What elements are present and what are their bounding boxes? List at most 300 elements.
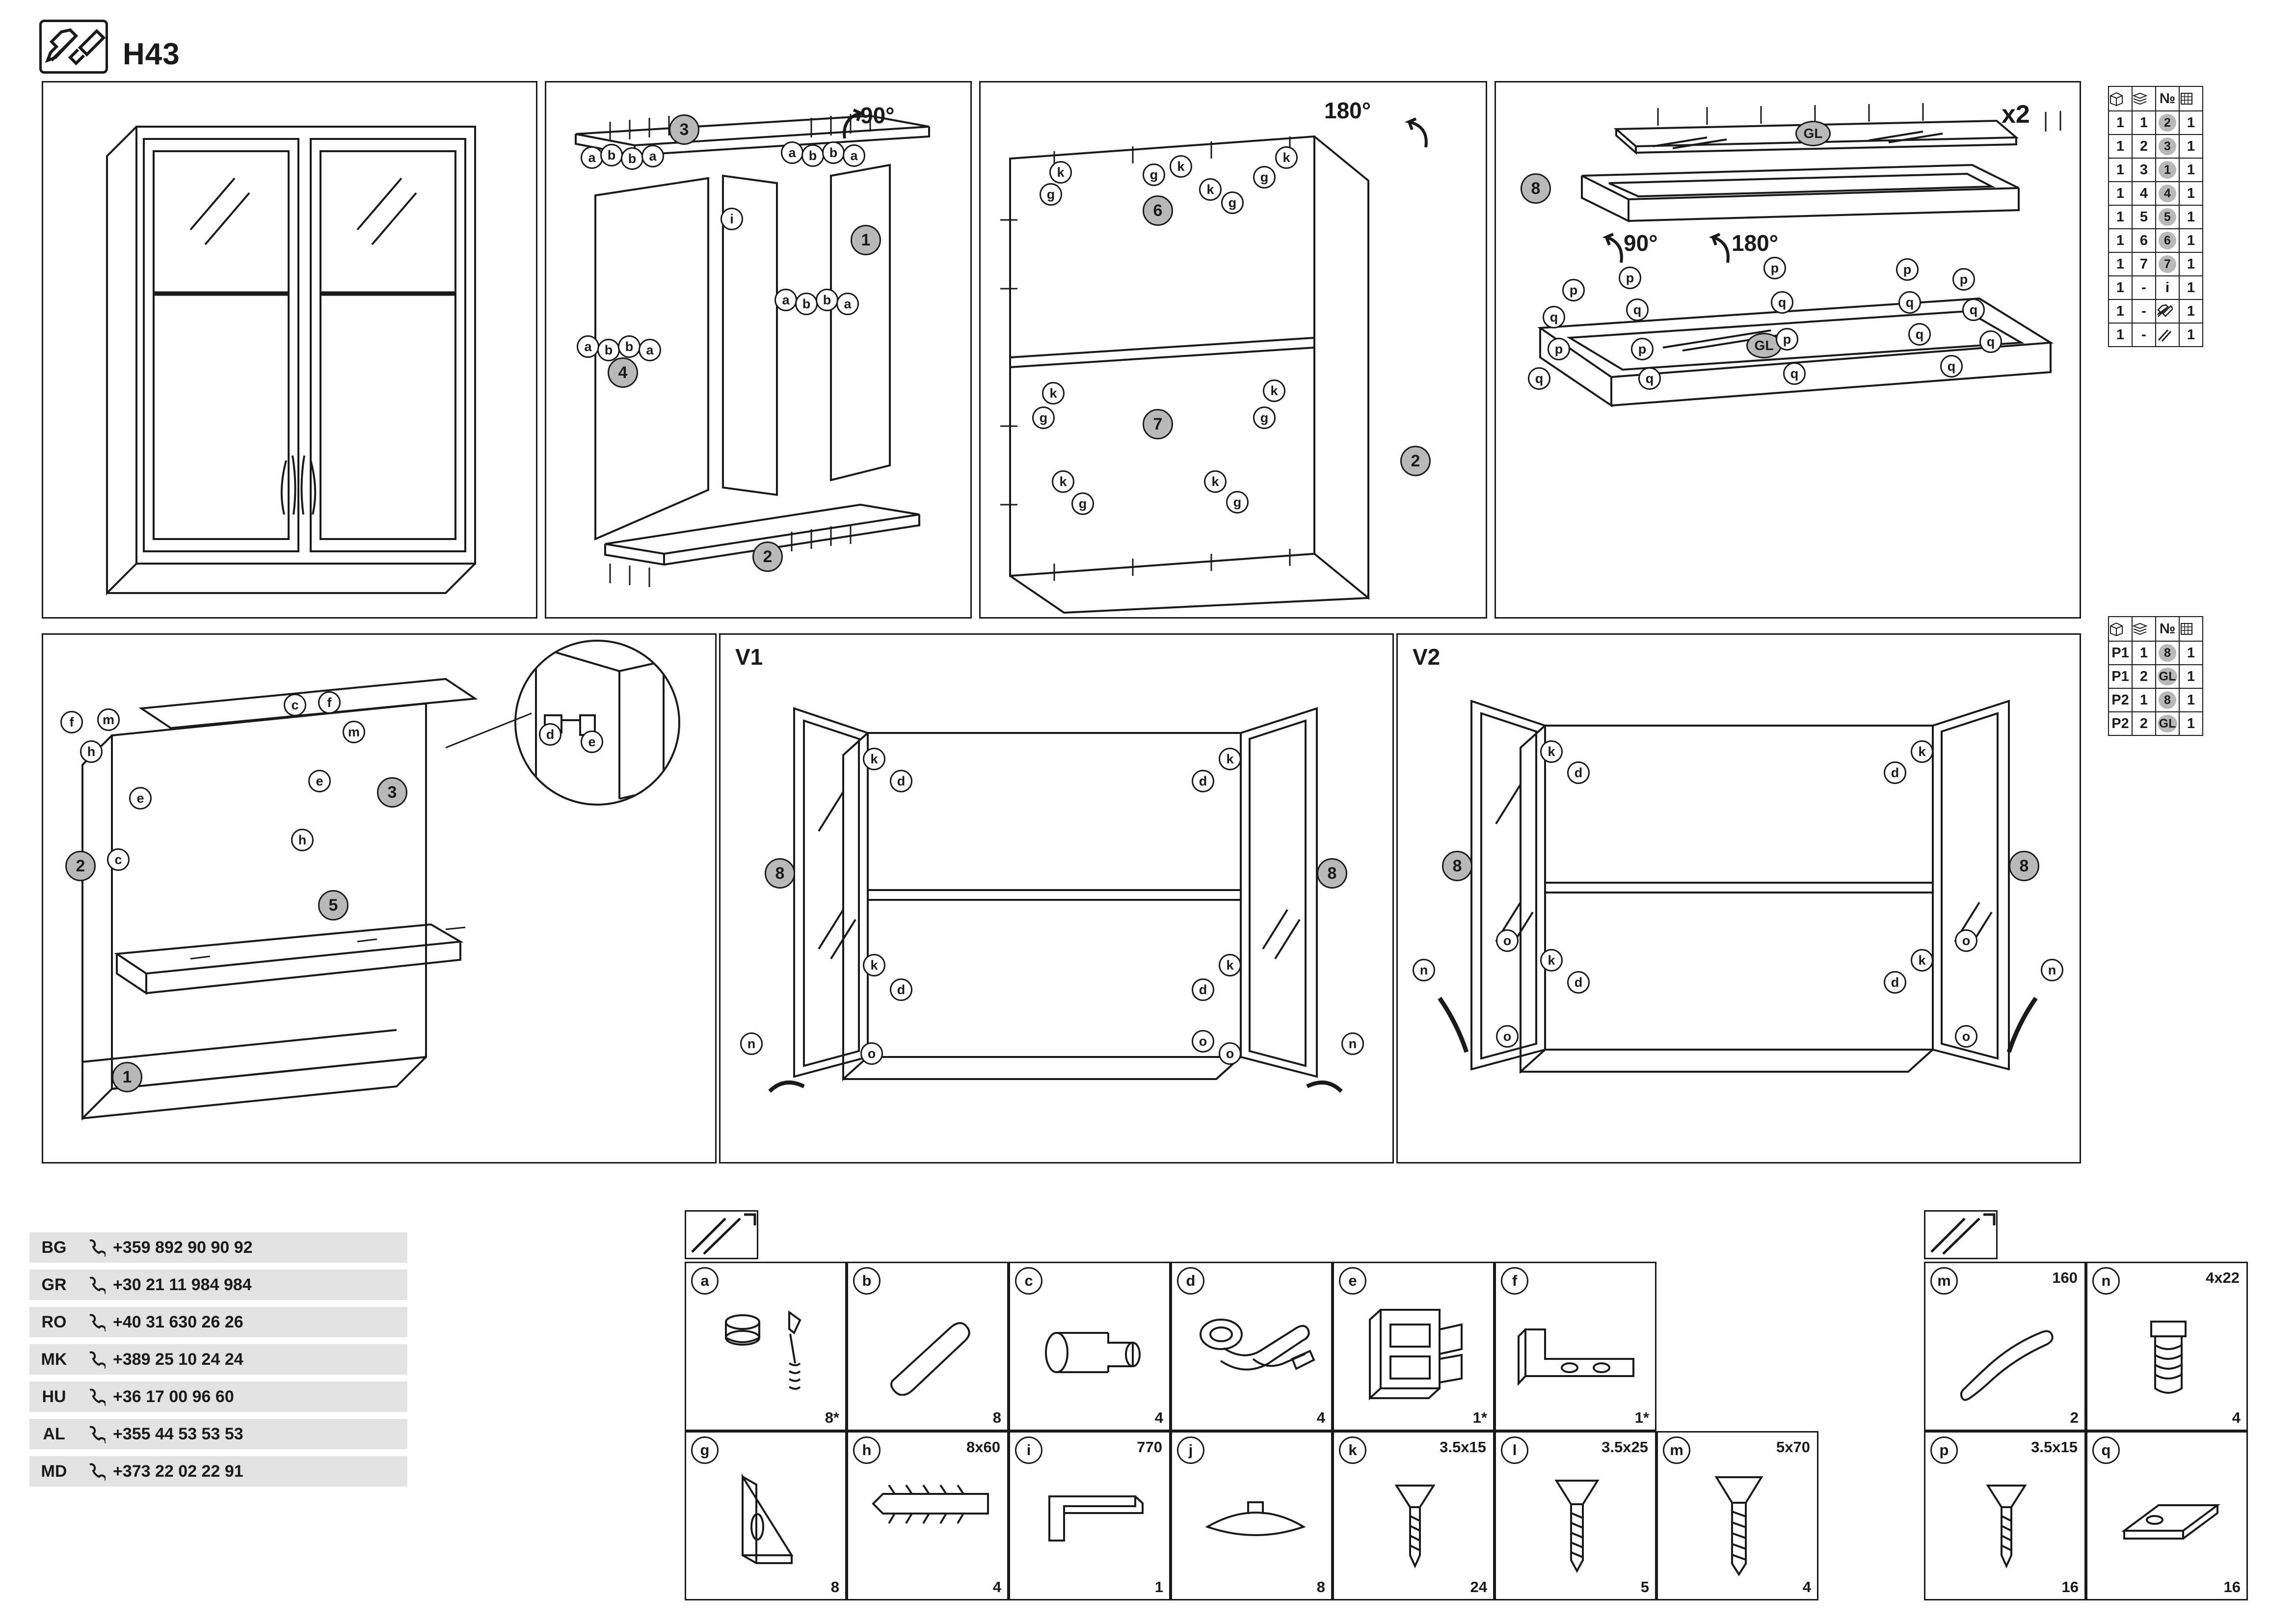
fitting-b: b <box>801 144 824 167</box>
fitting-a: a <box>639 339 661 361</box>
screws-icon <box>2156 323 2179 347</box>
hardware-letter: j <box>1177 1436 1204 1464</box>
cell-box: P2 <box>2109 712 2132 735</box>
country-code: RO <box>41 1312 67 1331</box>
cell-box: 1 <box>2109 229 2132 252</box>
phone-number: +30 21 11 984 984 <box>113 1275 252 1294</box>
glass-clip-icon <box>2114 1496 2227 1565</box>
cell-box: 1 <box>2109 205 2132 229</box>
number-symbol: № <box>2156 617 2179 641</box>
cell-num <box>2156 641 2179 665</box>
cell-qty: 1 <box>2179 158 2203 182</box>
table-row <box>2109 135 2203 158</box>
hardware-qty: 4 <box>992 1578 1001 1596</box>
detail-zoom-circle <box>514 640 680 806</box>
fitting-b: b <box>600 144 623 166</box>
fitting-d: d <box>1884 971 1906 994</box>
fitting-e: e <box>308 770 331 792</box>
tools-icon <box>39 20 108 74</box>
table-row <box>2109 205 2203 229</box>
part-number: 8 <box>2159 691 2176 709</box>
cell-qty: 1 <box>2179 135 2203 158</box>
box-icon <box>2109 617 2132 641</box>
multiplier-label: x2 <box>2002 100 2030 129</box>
hardware-cell-h <box>847 1431 1009 1600</box>
part-number: 1 <box>2159 161 2176 179</box>
fitting-d: d <box>1192 770 1214 792</box>
fitting-q: q <box>1638 367 1661 390</box>
table-row <box>2109 641 2203 665</box>
cell-stack: 5 <box>2132 205 2156 229</box>
fitting-k: k <box>1911 740 1933 763</box>
bom-main-table <box>2108 86 2203 347</box>
hardware-qty: 1* <box>1472 1409 1487 1426</box>
screws-icon-box-1 <box>685 1210 758 1259</box>
table-row <box>2109 323 2203 347</box>
hardware-cell-k <box>1333 1431 1495 1600</box>
hardware-cell-l <box>1495 1431 1656 1600</box>
hardware-qty: 24 <box>1470 1578 1487 1596</box>
panel-variant-v2 <box>1396 633 2081 1164</box>
fitting-a: a <box>641 145 664 167</box>
cell-qty: 1 <box>2179 276 2203 299</box>
fitting-k: g <box>1071 492 1094 515</box>
fitting-n: n <box>1413 959 1435 981</box>
wall-bracket-icon <box>1361 1300 1474 1403</box>
hardware-qty: 8 <box>1316 1578 1325 1596</box>
cell-qty: 1 <box>2179 205 2203 229</box>
hardware-letter: m <box>1930 1267 1958 1295</box>
panel-finished-cabinet <box>42 81 537 619</box>
hardware-qty: 8* <box>825 1409 839 1426</box>
fitting-k: k <box>1042 382 1065 405</box>
fitting-p: p <box>1763 257 1786 279</box>
hardware-letter: c <box>1015 1267 1042 1295</box>
screw-icon <box>1709 1469 1776 1580</box>
cell-qty: 1 <box>2179 299 2203 323</box>
part-number-2: 2 <box>65 851 96 881</box>
hardware-letter: d <box>1177 1267 1204 1295</box>
fitting-k: k <box>1275 146 1298 169</box>
hardware-cell-i <box>1009 1431 1171 1600</box>
hardware-cell-c <box>1009 1262 1171 1431</box>
cell-stack: - <box>2132 299 2156 323</box>
hardware-dim: 160 <box>2052 1269 2078 1286</box>
table-row <box>2109 182 2203 205</box>
hardware-letter: f <box>1501 1267 1528 1295</box>
cell-qty: 1 <box>2179 252 2203 276</box>
cell-qty: 1 <box>2179 111 2203 135</box>
part-number-8: 8 <box>1521 173 1551 204</box>
part-number: 3 <box>2159 137 2176 155</box>
cell-num <box>2156 665 2179 688</box>
hardware-cell-m2 <box>1924 1262 2086 1431</box>
part-number: GL <box>2158 668 2177 685</box>
hardware-dim: 3.5x15 <box>1440 1438 1486 1456</box>
hardware-letter: m <box>1663 1436 1690 1464</box>
hardware-cell-m <box>1656 1431 1818 1600</box>
fitting-n: n <box>2041 959 2063 981</box>
fitting-o: o <box>1192 1030 1214 1053</box>
wood-dowel-icon <box>878 1312 986 1396</box>
part-number-8: 8 <box>1317 858 1347 889</box>
fitting-a: a <box>836 293 859 315</box>
fitting-g: k <box>1052 470 1074 493</box>
cell-box: P2 <box>2109 688 2132 712</box>
fitting-q: q <box>1979 330 2002 353</box>
part-number-6: 6 <box>1143 195 1173 226</box>
bom-header-row <box>2109 86 2203 111</box>
fitting-h: m <box>343 721 365 743</box>
hardware-dim: 3.5x15 <box>2031 1438 2078 1456</box>
cell-num <box>2156 229 2179 252</box>
fitting-q: q <box>1898 291 1921 314</box>
panel-variant-v1 <box>719 633 1394 1164</box>
part-number-4: 4 <box>608 357 638 388</box>
fitting-p: q <box>1908 323 1931 346</box>
fitting-p: p <box>1896 258 1919 281</box>
cell-num: i <box>2156 276 2179 299</box>
table-row <box>2109 276 2203 299</box>
table-row <box>2109 252 2203 276</box>
fitting-d: d <box>1884 761 1906 784</box>
fitting-p: p <box>1631 338 1654 360</box>
fitting-f: c <box>284 694 306 716</box>
hardware-cell-q <box>2086 1431 2248 1600</box>
fitting-o: o <box>1496 1025 1519 1048</box>
country-code: HU <box>42 1387 66 1406</box>
phone-icon <box>79 1275 113 1295</box>
fitting-g: k <box>1204 470 1227 493</box>
list-item <box>29 1456 407 1487</box>
panel-step-shelf-wallmount <box>42 633 717 1164</box>
fitting-o: o <box>860 1042 883 1065</box>
list-item <box>29 1381 407 1412</box>
fitting-d: d <box>890 770 912 792</box>
cell-stack: 3 <box>2132 158 2156 182</box>
hardware-cell-b <box>847 1262 1009 1431</box>
fitting-b: b <box>618 335 641 358</box>
hardware-letter: n <box>2092 1267 2120 1295</box>
phone-icon <box>79 1350 113 1369</box>
hardware-letter: h <box>853 1436 881 1464</box>
cam-bolt-icon <box>716 1302 819 1401</box>
hardware-qty: 16 <box>2061 1578 2079 1596</box>
fitting-c: c <box>107 848 130 871</box>
hardware-dim: 4x22 <box>2206 1269 2240 1286</box>
table-row <box>2109 688 2203 712</box>
cell-box: 1 <box>2109 111 2132 135</box>
stack-icon <box>2132 617 2156 641</box>
hardware-dim: 8x60 <box>966 1438 1000 1456</box>
fitting-e: e <box>581 731 603 753</box>
cell-stack: 7 <box>2132 252 2156 276</box>
screw-icon <box>1977 1477 2043 1572</box>
part-number-2: 2 <box>1400 446 1431 476</box>
fitting-k: k <box>1263 379 1285 402</box>
cell-stack: 4 <box>2132 182 2156 205</box>
hardware-dim: 5x70 <box>1776 1438 1810 1456</box>
cell-stack: 1 <box>2132 688 2156 712</box>
part-number-1: 1 <box>112 1062 142 1092</box>
hardware-cell-g <box>685 1431 847 1600</box>
fitting-k: k <box>1540 949 1563 972</box>
fitting-o: o <box>1496 929 1519 952</box>
hardware-cell-e <box>1333 1262 1495 1431</box>
fitting-g: g <box>1253 166 1276 189</box>
fitting-k: k <box>1049 161 1072 184</box>
fitting-k: k <box>863 748 885 770</box>
cell-box: 1 <box>2109 135 2132 158</box>
fitting-q: q <box>1528 367 1550 390</box>
hardware-qty: 8 <box>992 1409 1001 1426</box>
cell-box: 1 <box>2109 299 2132 323</box>
fitting-q: q <box>1962 298 1985 321</box>
fitting-p: p <box>1776 328 1798 351</box>
hardware-letter: l <box>1501 1436 1528 1464</box>
country-code: MK <box>41 1350 67 1369</box>
cell-stack: 1 <box>2132 111 2156 135</box>
country-code: BG <box>41 1238 67 1257</box>
bom-header-row <box>2109 617 2203 641</box>
list-item <box>29 1270 407 1300</box>
hanging-rail-icon <box>1516 1315 1643 1393</box>
part-number: GL <box>2158 715 2177 732</box>
part-number-7: 7 <box>1143 409 1173 439</box>
cell-stack: - <box>2132 323 2156 347</box>
cell-qty: 1 <box>2179 182 2203 205</box>
fitting-f: f <box>60 711 83 733</box>
cell-qty: 1 <box>2179 688 2203 712</box>
part-number-3: 3 <box>377 777 407 808</box>
fitting-o: o <box>1219 1042 1241 1065</box>
part-number: 4 <box>2159 185 2176 202</box>
glass-part-label: GL <box>1746 333 1782 358</box>
handle-icon <box>1952 1320 2065 1406</box>
fitting-p: p <box>1562 279 1585 301</box>
part-number-8: 8 <box>1442 851 1472 881</box>
screw-icon <box>1548 1472 1614 1577</box>
panel-step-carcass: 90° 1 2 3 4 a b b a a b b a i a b b a a b b a <box>545 81 972 619</box>
hardware-letter: q <box>2092 1436 2120 1464</box>
hardware-qty: 1 <box>1154 1578 1163 1596</box>
tools-icon <box>2156 299 2179 323</box>
fitting-m: f <box>318 691 341 714</box>
cell-box: P1 <box>2109 641 2132 665</box>
cell-qty: 1 <box>2179 641 2203 665</box>
hinge-icon <box>1194 1305 1317 1401</box>
panel-step-glass-door: x2 GL GL 8 90° 180° p p p p p q q q q q p p p q q q q q q <box>1495 81 2081 619</box>
phone-icon <box>79 1424 113 1444</box>
hardware-qty: 4 <box>1316 1409 1325 1426</box>
table-row <box>2109 158 2203 182</box>
part-number-1: 1 <box>851 225 881 255</box>
fitting-q: q <box>1626 298 1649 321</box>
phone-number: +389 25 10 24 24 <box>113 1350 243 1369</box>
fitting-q: q <box>1543 306 1565 328</box>
page-title: H43 <box>123 37 180 71</box>
fitting-a: a <box>774 289 797 311</box>
country-code: MD <box>41 1462 67 1481</box>
shelf-pin-icon <box>1035 1317 1148 1396</box>
fitting-p: p <box>1619 267 1641 289</box>
fitting-o: o <box>1955 929 1977 952</box>
phone-icon <box>79 1387 113 1407</box>
hardware-letter: g <box>691 1436 719 1464</box>
table-row <box>2109 229 2203 252</box>
hardware-dim: 3.5x25 <box>1602 1438 1648 1456</box>
hardware-letter: a <box>691 1267 719 1295</box>
country-code: AL <box>43 1424 65 1443</box>
list-item <box>29 1307 407 1337</box>
part-number-8: 8 <box>765 858 795 889</box>
hardware-cell-j <box>1171 1431 1333 1600</box>
fitting-c: h <box>291 829 314 851</box>
cell-box: 1 <box>2109 252 2132 276</box>
fitting-a: a <box>577 335 599 358</box>
table-row <box>2109 111 2203 135</box>
hardware-qty: 16 <box>2223 1578 2241 1596</box>
support-phone-list <box>29 1232 407 1493</box>
fitting-k: k <box>863 954 885 976</box>
cell-num <box>2156 182 2179 205</box>
fitting-b: b <box>816 289 838 311</box>
cell-num <box>2156 252 2179 276</box>
part-number-2: 2 <box>752 541 783 572</box>
cell-box: P1 <box>2109 665 2132 688</box>
fitting-n: n <box>740 1032 763 1055</box>
fitting-k: k <box>1911 949 1933 972</box>
wall-plug-icon <box>865 1484 995 1565</box>
fitting-o: o <box>1955 1025 1977 1048</box>
fitting-d: d <box>1567 761 1590 784</box>
fitting-g: g <box>1221 191 1244 214</box>
hardware-qty: 4 <box>1154 1409 1163 1426</box>
variant-label-v1: V1 <box>735 644 763 670</box>
fitting-k: k <box>1199 178 1222 201</box>
fitting-e: e <box>129 787 152 810</box>
cell-stack: 1 <box>2132 641 2156 665</box>
cover-cap-icon <box>1201 1496 1309 1555</box>
hardware-qty: 8 <box>830 1578 839 1596</box>
cell-num <box>2156 158 2179 182</box>
fitting-d: d <box>1567 971 1590 994</box>
fitting-k: g <box>1226 491 1249 514</box>
cell-num <box>2156 205 2179 229</box>
cell-qty: 1 <box>2179 229 2203 252</box>
fitting-k: k <box>1219 954 1241 976</box>
fitting-b: b <box>822 141 845 164</box>
hardware-letter: b <box>853 1267 881 1295</box>
cell-stack: 2 <box>2132 135 2156 158</box>
fitting-n: n <box>1341 1032 1364 1055</box>
bolt-icon <box>2136 1315 2210 1406</box>
box-icon <box>2109 86 2132 111</box>
cell-box: 1 <box>2109 276 2132 299</box>
fitting-k: k <box>1219 748 1241 770</box>
list-item <box>29 1419 407 1449</box>
bom-doors-table <box>2108 616 2203 736</box>
hardware-cell-a <box>685 1262 847 1431</box>
hardware-qty: 5 <box>1640 1578 1649 1596</box>
hardware-dim: 770 <box>1137 1438 1162 1456</box>
fitting-m: m <box>97 708 120 731</box>
phone-icon <box>79 1312 113 1332</box>
hardware-qty: 2 <box>2070 1409 2079 1426</box>
phone-number: +36 17 00 96 60 <box>113 1387 234 1406</box>
cell-num <box>2156 111 2179 135</box>
hardware-qty: 1* <box>1634 1409 1649 1426</box>
fitting-q: q <box>1783 362 1806 385</box>
fitting-k: k <box>1540 740 1563 763</box>
cell-box: 1 <box>2109 158 2132 182</box>
part-number: 2 <box>2159 114 2176 132</box>
table-row <box>2109 665 2203 688</box>
hardware-letter: e <box>1339 1267 1366 1295</box>
phone-icon <box>79 1238 113 1257</box>
panel-step-backpanel: 180° 6 7 2 k g k g k g k g k g k g k g k g <box>979 81 1487 619</box>
fitting-a: a <box>843 144 865 167</box>
hardware-cell-n <box>2086 1262 2248 1431</box>
fitting-b: b <box>795 293 818 315</box>
fitting-d: d <box>539 723 561 746</box>
cell-stack: 6 <box>2132 229 2156 252</box>
fitting-d: d <box>890 978 912 1001</box>
hardware-qty: 4 <box>1802 1578 1811 1596</box>
cell-qty: 1 <box>2179 712 2203 735</box>
cell-stack: 2 <box>2132 712 2156 735</box>
part-number: 7 <box>2159 255 2176 273</box>
table-row <box>2109 712 2203 735</box>
part-number-3: 3 <box>669 114 699 145</box>
cell-box: 1 <box>2109 323 2132 347</box>
glass-part-label: GL <box>1795 121 1831 146</box>
cell-qty: 1 <box>2179 665 2203 688</box>
fitting-g: g <box>1253 406 1276 429</box>
fitting-b: b <box>597 339 620 361</box>
number-symbol: № <box>2156 86 2179 111</box>
list-item <box>29 1232 407 1263</box>
fitting-p: p <box>1548 338 1570 360</box>
cell-num <box>2156 135 2179 158</box>
variant-label-v2: V2 <box>1413 644 1441 670</box>
grid-icon <box>2179 86 2203 111</box>
fitting-g: g <box>1032 406 1055 429</box>
country-code: GR <box>41 1275 67 1294</box>
hardware-cell-p <box>1924 1431 2086 1600</box>
fitting-i: i <box>721 208 743 230</box>
hardware-letter: i <box>1015 1436 1042 1464</box>
fitting-a: a <box>581 146 603 169</box>
part-number-5: 5 <box>318 890 348 920</box>
part-number: 6 <box>2159 232 2176 249</box>
corner-block-icon <box>728 1472 814 1572</box>
fitting-a: a <box>781 141 803 164</box>
fitting-d: d <box>1192 978 1214 1001</box>
phone-icon <box>79 1462 113 1481</box>
phone-number: +355 44 53 53 53 <box>113 1424 243 1443</box>
cell-stack: - <box>2132 276 2156 299</box>
grid-icon <box>2179 617 2203 641</box>
screws-icon-box-2 <box>1924 1210 1998 1259</box>
hardware-cell-f <box>1495 1262 1656 1431</box>
phone-number: +359 892 90 90 92 <box>113 1238 253 1257</box>
cell-stack: 2 <box>2132 665 2156 688</box>
phone-number: +373 22 02 22 91 <box>113 1462 243 1481</box>
fitting-g: g <box>1040 183 1062 206</box>
cell-num <box>2156 688 2179 712</box>
fitting-b: b <box>621 147 643 170</box>
